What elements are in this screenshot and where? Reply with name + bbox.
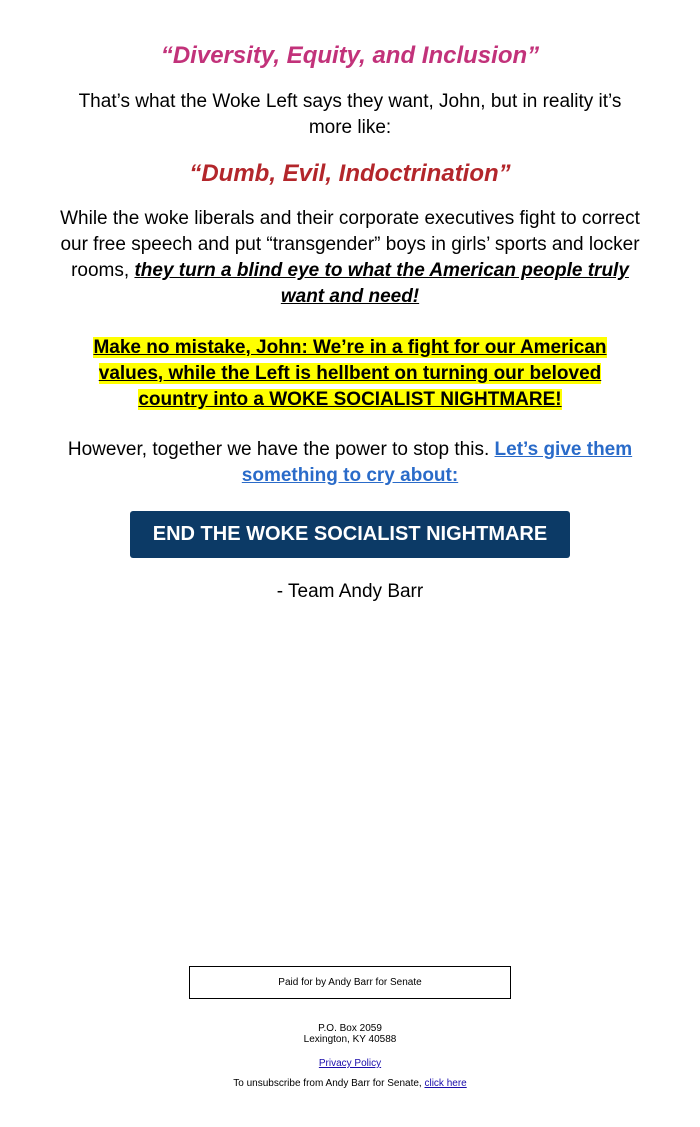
address-line-1: P.O. Box 2059 xyxy=(318,1023,382,1034)
privacy-row xyxy=(0,1058,700,1070)
unsubscribe-row xyxy=(0,1078,700,1090)
mailing-address xyxy=(0,1023,700,1045)
woke-paragraph-emphasis: they turn a blind eye to what the American people truly want and need! xyxy=(134,260,629,307)
headline-dumb-evil: “Dumb, Evil, Indoctrination” xyxy=(189,160,511,187)
call-paragraph-text: However, together we have the power to stop this. xyxy=(67,439,495,460)
headline-diversity: “Diversity, Equity, and Inclusion” xyxy=(160,42,540,69)
signature: - Team Andy Barr xyxy=(276,581,424,602)
cry-about-link[interactable]: Let’s give them something to cry about: xyxy=(241,439,633,486)
call-paragraph xyxy=(50,437,650,489)
highlighted-text: Make no mistake, John: We’re in a fight for our American values, while the Left is hellbent on turning our beloved country into a WOKE SOCIALIST NIGHTMARE! xyxy=(93,337,607,410)
paid-for-disclaimer: Paid for by Andy Barr for Senate xyxy=(189,966,511,999)
unsubscribe-link[interactable]: click here xyxy=(424,1078,467,1089)
highlight-paragraph xyxy=(70,335,630,413)
woke-paragraph-text: While the woke liberals and their corporate executives fight to correct our free speech and put “transgender” boys in girls’ sports and locker rooms, xyxy=(60,208,640,281)
address-line-2: Lexington, KY 40588 xyxy=(303,1034,397,1045)
woke-paragraph xyxy=(55,206,645,310)
privacy-policy-link[interactable]: Privacy Policy xyxy=(318,1058,382,1069)
unsubscribe-text: To unsubscribe from Andy Barr for Senate, xyxy=(233,1078,425,1089)
intro-paragraph: That’s what the Woke Left says they want, John, but in reality it’s more like: xyxy=(78,91,622,138)
end-nightmare-button[interactable]: END THE WOKE SOCIALIST NIGHTMARE xyxy=(130,511,570,558)
